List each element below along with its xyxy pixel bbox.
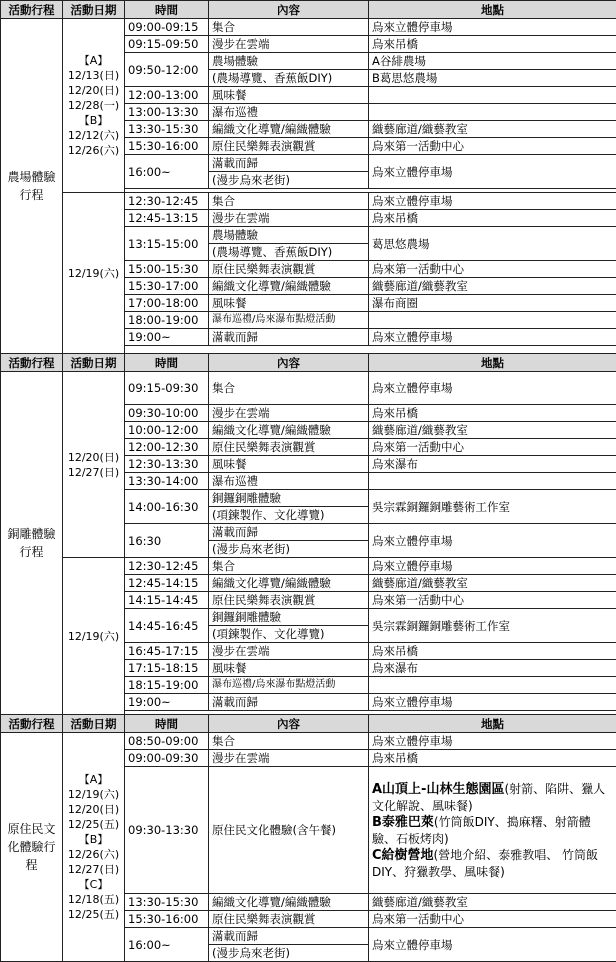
time-cell: 13:30-15:30 (125, 894, 209, 911)
content-cell: 漫步在雲端 (209, 750, 369, 767)
header-row (1, 715, 616, 733)
location-cell: 烏來瀑布 (369, 660, 616, 677)
location-option-c (372, 847, 613, 880)
time-cell: 19:00~ (125, 329, 209, 346)
location-cell: 烏來第一活動中心 (369, 261, 616, 278)
header-content: 內容 (209, 354, 369, 372)
time-cell: 12:00-13:00 (125, 87, 209, 104)
content-cell: 漫步在雲端 (209, 210, 369, 227)
header-content: 內容 (209, 715, 369, 733)
location-cell (369, 677, 616, 694)
header-time: 時間 (125, 715, 209, 733)
time-cell: 12:45-14:15 (125, 575, 209, 592)
time-cell: 09:30-10:00 (125, 405, 209, 422)
content-cell: 滿載而歸 (209, 694, 369, 711)
time-cell: 09:00-09:30 (125, 750, 209, 767)
time-cell: 16:00~ (125, 928, 209, 962)
time-cell: 16:00~ (125, 155, 209, 189)
dates-farm-single: 12/19(六) (63, 193, 125, 354)
time-cell: 16:45-17:15 (125, 643, 209, 660)
content-cell: 農場體驗 (209, 53, 369, 70)
content-cell: 滿載而歸 (209, 928, 369, 945)
content-cell: 風味餐 (209, 456, 369, 473)
category-indigenous: 原住民文 化體驗行 程 (1, 733, 63, 962)
time-cell: 14:45-16:45 (125, 609, 209, 643)
location-cell: 烏來吊橋 (369, 405, 616, 422)
location-cell: 烏來立體停車場 (369, 193, 616, 210)
content-cell: 漫步在雲端 (209, 643, 369, 660)
time-cell: 17:15-18:15 (125, 660, 209, 677)
content-cell: 銅鑼銅雕體驗 (209, 609, 369, 626)
location-cell: 烏來吊橋 (369, 750, 616, 767)
time-cell: 08:50-09:00 (125, 733, 209, 750)
time-cell: 13:15-15:00 (125, 227, 209, 261)
location-options-cell (369, 767, 616, 894)
time-cell: 12:45-13:15 (125, 210, 209, 227)
location-option-c-detail: (營地介紹、泰雅教唱、 竹筒飯DIY、狩獵教學、風味餐) (372, 848, 598, 879)
time-cell: 15:30-16:00 (125, 911, 209, 928)
content-cell: 瀑布巡禮/烏來瀑布點燈活動 (209, 677, 369, 694)
dates-indigenous: 【A】 12/19(六) 12/20(日) 12/25(五) 【B】 12/26(六) 12/27(日) 【C】 12/18(五) 12/25(五) (63, 733, 125, 962)
category-copper: 銅雕體驗 行程 (1, 372, 63, 715)
header-category: 活動行程 (1, 354, 63, 372)
time-cell: 09:00-09:15 (125, 19, 209, 36)
location-cell: 吳宗霖銅鑼銅雕藝術工作室 (369, 490, 616, 524)
location-cell: 烏來立體停車場 (369, 155, 616, 189)
time-cell: 13:00-13:30 (125, 104, 209, 121)
content-cell: (農場導覽、香蕉飯DIY) (209, 244, 369, 261)
location-option-c-title: C給樹營地 (372, 848, 434, 863)
location-cell: 烏來吊橋 (369, 643, 616, 660)
dates-farm-a-b: 【A】 12/13(日) 12/20(日) 12/28(一) 【B】 12/12(六) 12/26(六) (63, 19, 125, 193)
time-cell: 09:50-12:00 (125, 53, 209, 87)
header-time: 時間 (125, 1, 209, 19)
content-cell: (漫步烏來老街) (209, 945, 369, 962)
header-category: 活動行程 (1, 1, 63, 19)
content-cell: 滿載而歸 (209, 155, 369, 172)
header-date: 活動日期 (63, 715, 125, 733)
location-cell: 烏來立體停車場 (369, 694, 616, 711)
content-cell: 原住民樂舞表演觀賞 (209, 138, 369, 155)
location-option-b-title: B泰雅巴萊 (372, 815, 434, 830)
location-cell: 烏來吊橋 (369, 210, 616, 227)
location-cell (369, 312, 616, 329)
dates-copper-a: 12/20(日) 12/27(日) (63, 372, 125, 558)
header-category: 活動行程 (1, 715, 63, 733)
location-cell: 烏來立體停車場 (369, 329, 616, 346)
content-cell: (項鍊製作、文化導覽) (209, 507, 369, 524)
content-cell: 滿載而歸 (209, 329, 369, 346)
location-option-b (372, 814, 613, 847)
content-cell: 集合 (209, 733, 369, 750)
time-cell: 09:30-13:30 (125, 767, 209, 894)
location-cell: 烏來第一活動中心 (369, 911, 616, 928)
content-cell: 集合 (209, 193, 369, 210)
time-cell: 12:30-13:30 (125, 456, 209, 473)
location-cell (369, 104, 616, 121)
location-cell: 烏來第一活動中心 (369, 592, 616, 609)
content-cell: (項鍊製作、文化導覽) (209, 626, 369, 643)
location-cell: 織藝廊道/織藝教室 (369, 422, 616, 439)
location-cell (369, 473, 616, 490)
location-cell: 烏來立體停車場 (369, 558, 616, 575)
location-option-b-detail: (竹筒飯DIY、搗麻糬、射箭體驗、石板烤肉) (372, 815, 591, 846)
content-cell: 瀑布巡禮 (209, 473, 369, 490)
location-option-a-title: A山頂上-山林生態園區 (372, 782, 504, 797)
header-location: 地點 (369, 715, 616, 733)
location-cell: 織藝廊道/織藝教室 (369, 121, 616, 138)
location-option-a-detail: (射箭、陷阱、獵人文化解說、風味餐) (372, 782, 605, 813)
content-cell: 漫步在雲端 (209, 405, 369, 422)
location-cell: 烏來吊橋 (369, 36, 616, 53)
location-cell: 烏來立體停車場 (369, 733, 616, 750)
location-cell: 吳宗霖銅鑼銅雕藝術工作室 (369, 609, 616, 643)
header-date: 活動日期 (63, 354, 125, 372)
location-cell: 烏來第一活動中心 (369, 439, 616, 456)
location-cell: 織藝廊道/織藝教室 (369, 575, 616, 592)
location-cell: 烏來立體停車場 (369, 928, 616, 962)
time-cell: 14:00-16:30 (125, 490, 209, 524)
content-cell: 風味餐 (209, 87, 369, 104)
time-cell: 13:30-14:00 (125, 473, 209, 490)
time-cell: 16:30 (125, 524, 209, 558)
location-cell: 烏來瀑布 (369, 456, 616, 473)
content-cell: 滿載而歸 (209, 524, 369, 541)
time-cell: 09:15-09:50 (125, 36, 209, 53)
location-cell: 烏來立體停車場 (369, 19, 616, 36)
location-cell: 織藝廊道/織藝教室 (369, 894, 616, 911)
location-cell: B葛思悠農場 (369, 70, 616, 87)
header-location: 地點 (369, 1, 616, 19)
content-cell: 原住民文化體驗(含午餐) (209, 767, 369, 894)
content-cell: (漫步烏來老街) (209, 172, 369, 189)
time-cell: 17:00-18:00 (125, 295, 209, 312)
content-cell: 編織文化導覽/編織體驗 (209, 278, 369, 295)
time-cell: 14:15-14:45 (125, 592, 209, 609)
location-option-a (372, 781, 613, 814)
time-cell: 15:00-15:30 (125, 261, 209, 278)
content-cell: (農場導覽、香蕉飯DIY) (209, 70, 369, 87)
location-cell: 瀑布商圈 (369, 295, 616, 312)
dates-copper-single: 12/19(六) (63, 558, 125, 715)
time-cell: 18:15-19:00 (125, 677, 209, 694)
content-cell: 集合 (209, 558, 369, 575)
category-farm: 農場體驗 行程 (1, 19, 63, 354)
time-cell: 10:00-12:00 (125, 422, 209, 439)
header-row (1, 354, 616, 372)
content-cell: 編織文化導覽/編織體驗 (209, 575, 369, 592)
time-cell: 09:15-09:30 (125, 372, 209, 405)
location-cell (369, 87, 616, 104)
content-cell: 風味餐 (209, 660, 369, 677)
content-cell: 集合 (209, 19, 369, 36)
location-cell: 烏來立體停車場 (369, 524, 616, 558)
content-cell: 原住民樂舞表演觀賞 (209, 439, 369, 456)
content-cell: 農場體驗 (209, 227, 369, 244)
time-cell: 15:30-17:00 (125, 278, 209, 295)
location-cell: 烏來第一活動中心 (369, 138, 616, 155)
content-cell: 集合 (209, 372, 369, 405)
content-cell: 原住民樂舞表演觀賞 (209, 261, 369, 278)
location-cell: 葛思悠農場 (369, 227, 616, 261)
content-cell: 銅鑼銅雕體驗 (209, 490, 369, 507)
content-cell: 原住民樂舞表演觀賞 (209, 911, 369, 928)
header-content: 內容 (209, 1, 369, 19)
content-cell: 漫步在雲端 (209, 36, 369, 53)
time-cell: 12:30-12:45 (125, 558, 209, 575)
time-cell: 18:00-19:00 (125, 312, 209, 329)
location-cell: 織藝廊道/織藝教室 (369, 278, 616, 295)
time-cell: 15:30-16:00 (125, 138, 209, 155)
header-row (1, 1, 616, 19)
location-cell: A谷緋農場 (369, 53, 616, 70)
content-cell: 編織文化導覽/編織體驗 (209, 121, 369, 138)
content-cell: 風味餐 (209, 295, 369, 312)
content-cell: (漫步烏來老街) (209, 541, 369, 558)
content-cell: 編織文化導覽/編織體驗 (209, 894, 369, 911)
header-location: 地點 (369, 354, 616, 372)
time-cell: 12:00-12:30 (125, 439, 209, 456)
time-cell: 19:00~ (125, 694, 209, 711)
time-cell: 13:30-15:30 (125, 121, 209, 138)
content-cell: 編織文化導覽/編織體驗 (209, 422, 369, 439)
content-cell: 瀑布巡禮 (209, 104, 369, 121)
location-cell: 烏來立體停車場 (369, 372, 616, 405)
time-cell: 12:30-12:45 (125, 193, 209, 210)
header-date: 活動日期 (63, 1, 125, 19)
content-cell: 原住民樂舞表演觀賞 (209, 592, 369, 609)
header-time: 時間 (125, 354, 209, 372)
content-cell: 瀑布巡禮/烏來瀑布點燈活動 (209, 312, 369, 329)
